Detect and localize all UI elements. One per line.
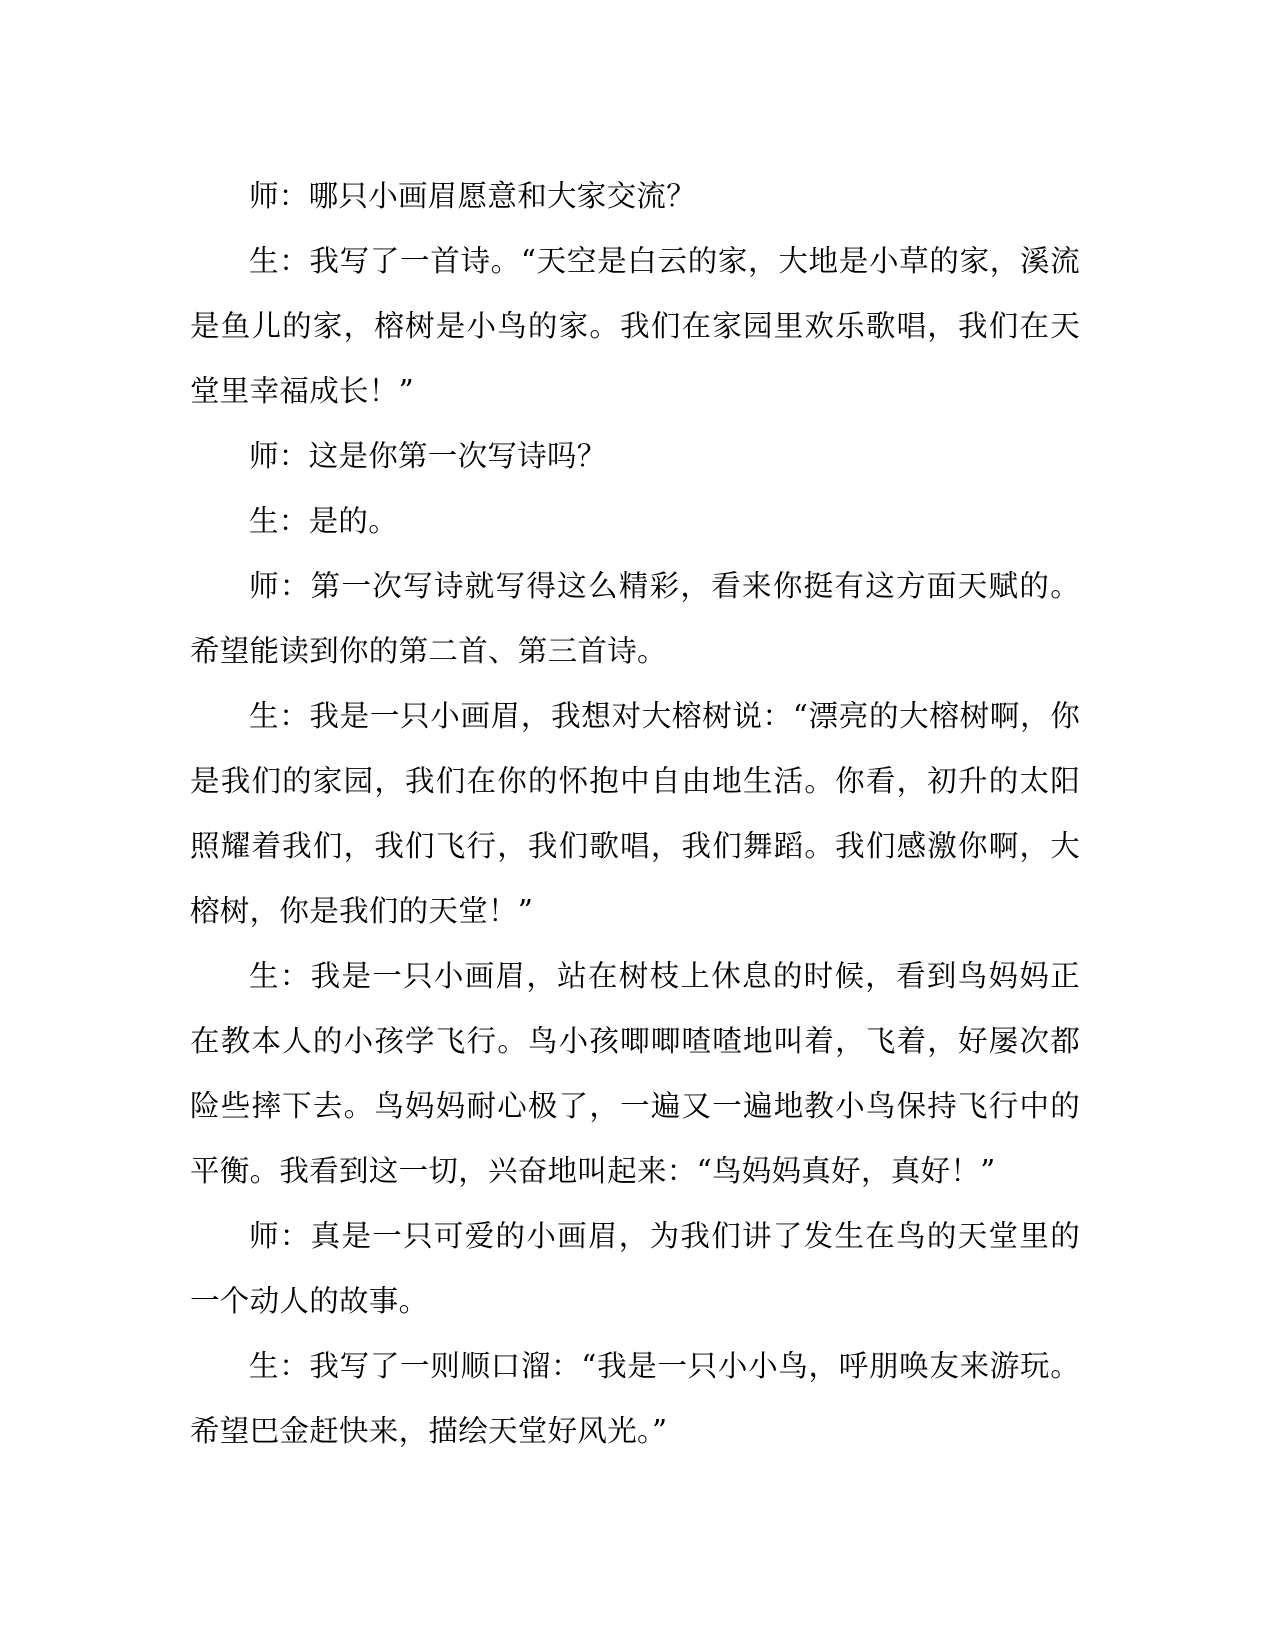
document-body bbox=[190, 164, 1080, 1464]
paragraph: 师：这是你第一次写诗吗？ bbox=[249, 439, 607, 473]
paragraph: 生：我写了一首诗。“天空是白云的家，大地是小草的家，溪流是鱼儿的家，榕树是小鸟的家。我们在家园里欢乐歌唱，我们在天堂里幸福成长！” bbox=[190, 244, 1080, 408]
paragraph: 生：我写了一则顺口溜：“我是一只小小鸟，呼朋唤友来游玩。希望巴金赶快来，描绘天堂好风光。” bbox=[190, 1349, 1080, 1448]
paragraph: 师：第一次写诗就写得这么精彩，看来你挺有这方面天赋的。希望能读到你的第二首、第三首诗。 bbox=[190, 569, 1080, 668]
paragraph: 生：我是一只小画眉，我想对大榕树说：“漂亮的大榕树啊，你是我们的家园，我们在你的怀抱中自由地生活。你看，初升的太阳照耀着我们，我们飞行，我们歌唱，我们舞蹈。我们感激你啊，大榕树，你是我们的天堂！” bbox=[190, 699, 1080, 928]
paragraph: 师：哪只小画眉愿意和大家交流？ bbox=[249, 179, 697, 213]
paragraph: 生：是的。 bbox=[249, 504, 399, 538]
paragraph: 生：我是一只小画眉，站在树枝上休息的时候，看到鸟妈妈正在教本人的小孩学飞行。鸟小孩唧唧喳喳地叫着，飞着，好屡次都险些摔下去。鸟妈妈耐心极了，一遍又一遍地教小鸟保持飞行中的平衡。我看到这一切，兴奋地叫起来：“鸟妈妈真好，真好！” bbox=[190, 959, 1080, 1188]
paragraph: 师：真是一只可爱的小画眉，为我们讲了发生在鸟的天堂里的一个动人的故事。 bbox=[190, 1219, 1080, 1318]
